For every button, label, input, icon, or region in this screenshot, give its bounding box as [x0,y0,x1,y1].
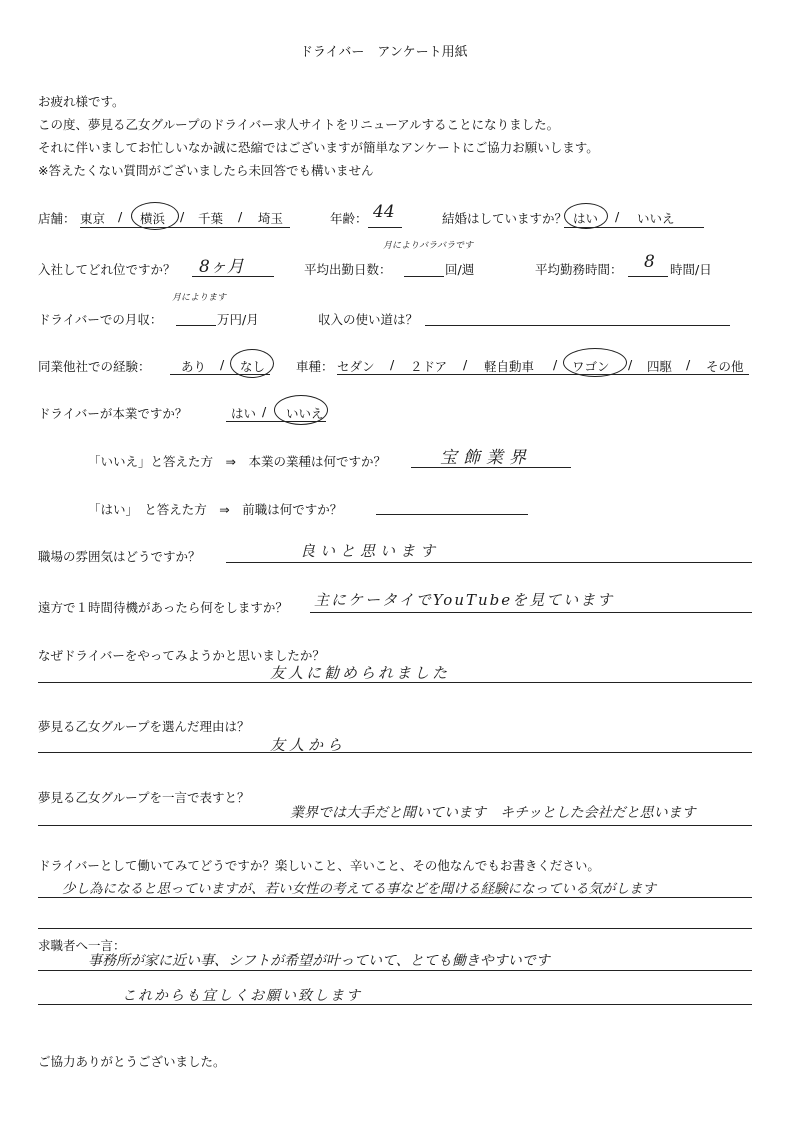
income-label: ドライバーでの月収： [38,312,163,327]
age-answer: 44 [373,202,395,222]
store-option-saitama[interactable]: 埼玉 [258,211,284,226]
store-sep-1: / [118,209,123,224]
store-option-tokyo[interactable]: 東京 [80,211,106,226]
car-selected-circle [563,348,627,377]
why-driver-line[interactable] [38,682,752,683]
yes-answer-line[interactable] [376,514,528,515]
avg-hours-unit: 時間/日 [670,262,712,277]
income-use-line[interactable] [425,325,730,326]
page-title: ドライバー アンケート用紙 [300,45,468,60]
store-option-yokohama[interactable]: 横浜 [140,211,166,226]
tenure-label: 入社してどれ位ですか？ [38,262,176,277]
married-label: 結婚はしていますか？ [442,211,568,226]
avg-days-unit: 回/週 [445,262,475,277]
intro-line-1: お疲れ様です。 [38,94,125,109]
how-working-line-1[interactable] [38,897,752,898]
age-underline [368,227,402,228]
income-note: 月によります [172,293,227,303]
age-label: 年齢： [330,211,368,226]
how-working-answer: 少し為になると思っていますが、若い女性の考えてる事などを聞ける経験になっている気がします [62,881,656,897]
main-job-underline [226,421,326,422]
waiting-answer: 主にケータイでYouTubeを見ています [314,591,615,609]
main-job-label: ドライバーが本業ですか？ [38,406,188,421]
why-group-line[interactable] [38,752,752,753]
experience-sep: / [220,357,225,372]
experience-no[interactable]: なし [240,359,266,374]
car-option-other[interactable]: その他 [706,359,744,374]
car-sep-4: / [628,357,633,372]
avg-hours-label: 平均勤務時間： [535,262,623,277]
store-selected-circle [131,202,179,230]
experience-yes[interactable]: あり [181,359,207,374]
car-sep-5: / [686,357,691,372]
atmosphere-label: 職場の雰囲気はどうですか？ [38,549,201,564]
married-yes[interactable]: はい [573,211,599,226]
income-unit: 万円/月 [217,312,259,327]
avg-hours-answer: 8 [644,252,655,272]
store-sep-3: / [238,209,243,224]
main-job-no[interactable]: いいえ [286,406,324,421]
car-option-4wd[interactable]: 四駆 [647,359,673,374]
why-driver-answer: 友人に勧められました [270,664,451,682]
waiting-label: 遠方で１時間待機があったら何をしますか？ [38,600,288,615]
message-line-2[interactable] [38,1004,752,1005]
store-label: 店舗： [38,211,76,226]
car-underline [337,374,749,375]
car-option-sedan[interactable]: セダン [337,359,375,374]
married-no[interactable]: いいえ [637,211,675,226]
car-sep-2: / [463,357,468,372]
married-sep: / [615,209,620,224]
avg-days-label: 平均出勤日数： [304,262,392,277]
main-job-sep: / [262,404,267,419]
tenure-answer: 8ヶ月 [199,257,244,277]
avg-days-note: 月によりバラバラです [383,241,474,251]
experience-label: 同業他社での経験： [38,359,151,374]
avg-hours-blank [628,276,668,277]
car-option-kei[interactable]: 軽自動車 [484,359,535,374]
one-word-label: 夢見る乙女グループを一言で表すと？ [38,790,250,805]
why-driver-label: なぜドライバーをやってみようかと思いましたか？ [38,648,325,663]
yes-answer-label: 「はい」 と答えた方 ⇒ 前職は何ですか？ [88,502,343,517]
married-underline [564,227,704,228]
car-label: 車種： [296,359,334,374]
store-underline [80,227,290,228]
no-answer-line[interactable] [411,467,571,468]
one-word-line[interactable] [38,825,752,826]
car-option-2door[interactable]: ２ドア [410,359,448,374]
car-sep-1: / [390,357,395,372]
intro-line-4: ※答えたくない質問がございましたら未回答でも構いません [38,163,374,178]
message-answer-1: 事務所が家に近い事、シフトが希望が叶っていて、とても働きやすいです [88,953,550,969]
income-use-label: 収入の使い道は？ [318,312,419,327]
car-option-wagon[interactable]: ワゴン [572,359,610,374]
waiting-line[interactable] [310,612,752,613]
intro-line-3: それに伴いましてお忙しいなか誠に恐縮ではございますが簡単なアンケートにご協力お願いします。 [38,140,599,155]
message-line-1[interactable] [38,970,752,971]
no-answer-label: 「いいえ」と答えた方 ⇒ 本業の業種は何ですか？ [88,454,386,469]
store-option-chiba[interactable]: 千葉 [198,211,224,226]
message-label: 求職者へ一言： [38,938,126,953]
one-word-answer: 業界では大手だと聞いています キチッとした会社だと思います [290,805,696,821]
tenure-underline [192,276,274,277]
avg-days-blank[interactable] [404,276,444,277]
atmosphere-line[interactable] [226,562,752,563]
experience-underline [170,374,270,375]
no-answer-text: 宝飾業界 [440,448,532,468]
intro-line-2: この度、夢見る乙女グループのドライバー求人サイトをリニューアルすることになりました。 [38,117,560,132]
message-answer-2: これからも宜しくお願い致します [122,988,362,1004]
why-group-label: 夢見る乙女グループを選んだ理由は？ [38,719,250,734]
store-sep-2: / [180,209,185,224]
income-blank[interactable] [176,325,216,326]
closing-text: ご協力ありがとうございました。 [38,1054,226,1069]
how-working-line-2[interactable] [38,928,752,929]
atmosphere-answer: 良いと思います [300,542,441,560]
main-job-yes[interactable]: はい [231,406,257,421]
car-sep-3: / [553,357,558,372]
why-group-answer: 友人から [270,736,347,754]
married-selected-circle [564,203,608,229]
how-working-label: ドライバーとして働いてみてどうですか？楽しいこと、辛いこと、その他なんでもお書きください。 [38,858,600,873]
